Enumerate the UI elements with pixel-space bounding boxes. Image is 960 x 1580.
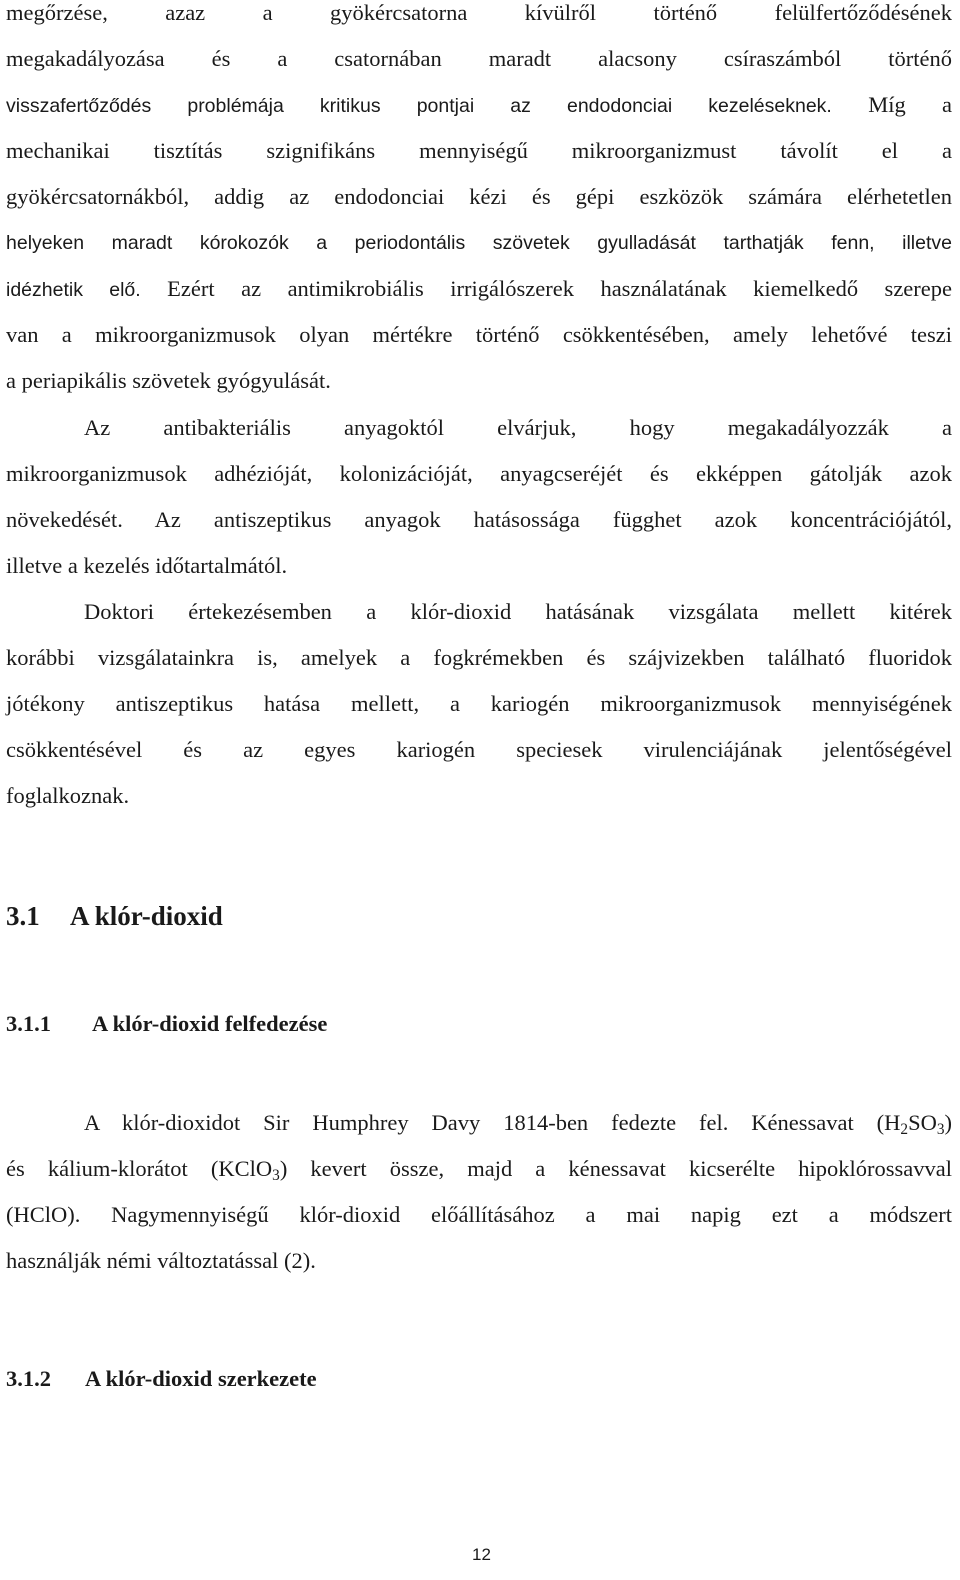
text-line: helyeken maradt kórokozók a periodontális szövetek gyulladását tarthatják fenn, illetve [6,232,952,254]
text-segment: Míg a [868,92,953,117]
text-line: foglalkoznak. [6,783,130,808]
section-title: A klór-dioxid [70,901,223,931]
text-line: Az antibakteriális anyagoktól elvárjuk, hogy megakadályozzák a [84,415,952,440]
text-line: gyökércsatornákból, addig az endodonciai kézi és gépi eszközök számára elérhetetlen [6,184,952,209]
subsection-heading-2 [6,1361,317,1397]
paragraph-4 [6,1100,952,1284]
text-line: korábbi vizsgálatainkra is, amelyek a fogkrémekben és szájvizekben található fluoridok [6,645,952,670]
text-segment: visszafertőződés problémája kritikus pontjai az endodonciai kezeléseknek. [6,95,832,117]
text-line: (HClO). Nagymennyiségű klór-dioxid előállításához a mai napig ezt a módszert [6,1202,952,1227]
paragraph-3 [6,589,952,819]
text-line: használják némi változtatással (2). [6,1248,316,1273]
text-line: jótékony antiszeptikus hatása mellett, a kariogén mikroorganizmusok mennyiségének [6,691,952,716]
text-segment: ) [944,1110,952,1135]
text-segment: A klór-dioxidot Sir Humphrey Davy 1814-ben fedezte fel. Kénessavat (H [84,1110,901,1135]
text-segment: idézhetik elő. [6,279,141,301]
paragraph-2 [6,405,952,589]
section-heading [6,896,223,936]
text-line: növekedését. Az antiszeptikus anyagok hatásossága függhet azok koncentrációjától, [6,507,952,532]
subscript: 3 [936,1120,945,1138]
text-segment: Ezért az antimikrobiális irrigálószerek használatának kiemelkedő szerepe [167,276,953,301]
text-line: mikroorganizmusok adhézióját, kolonizációját, anyagcseréjét és ekképpen gátolják azok [6,461,952,486]
subsection-number: 3.1.1 [6,1011,51,1036]
text-line: van a mikroorganizmusok olyan mértékre történő csökkentésében, amely lehetővé teszi [6,322,952,347]
text-line [6,266,952,312]
document-page [6,0,952,1580]
subsection-title: A klór-dioxid felfedezése [92,1011,328,1036]
subsection-heading-1 [6,1006,327,1042]
paragraph-1 [6,0,952,404]
subsection-title: A klór-dioxid szerkezete [85,1366,317,1391]
text-segment: SO [908,1110,937,1135]
text-line: csökkentésével és az egyes kariogén speciesek virulenciájának jelentőségével [6,737,952,762]
text-line: a periapikális szövetek gyógyulását. [6,368,331,393]
text-line: megőrzése, azaz a gyökércsatorna kívülről történő felülfertőződésének [6,0,952,25]
page-number: 12 [472,1545,491,1564]
text-segment: ) kevert össze, majd a kénessavat kicserélte hipoklórossavval [279,1156,952,1181]
text-line: megakadályozása és a csatornában maradt alacsony csíraszámból történő [6,46,952,71]
text-segment: és kálium-klorátot (KClO [6,1156,273,1181]
text-line [6,1100,952,1146]
text-line: illetve a kezelés időtartalmától. [6,553,288,578]
section-number: 3.1 [6,901,40,931]
text-line [6,1146,952,1192]
text-line [6,82,952,128]
subscript: 3 [272,1166,280,1184]
text-line: Doktori értekezésemben a klór-dioxid hatásának vizsgálata mellett kitérek [84,599,952,624]
subscript: 2 [900,1120,909,1138]
text-line: mechanikai tisztítás szignifikáns mennyiségű mikroorganizmust távolít el a [6,138,952,163]
subsection-number: 3.1.2 [6,1366,51,1391]
